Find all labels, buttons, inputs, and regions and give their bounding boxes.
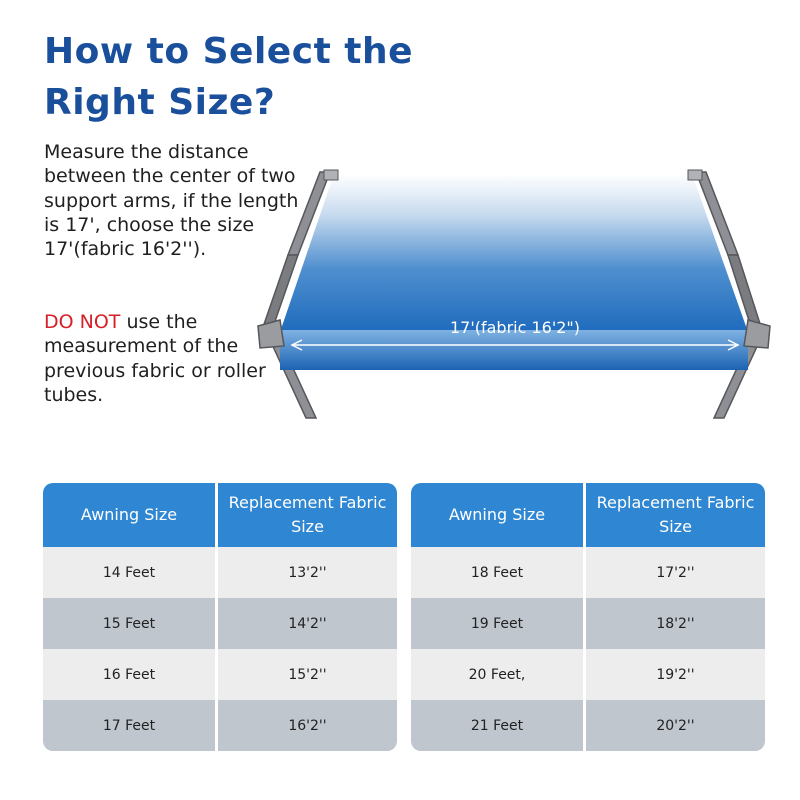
- awning-fabric: [280, 174, 748, 332]
- fabric-size-cell: 18'2'': [583, 598, 765, 649]
- fabric-size-cell: 17'2'': [583, 547, 765, 598]
- awning-size-cell: 21 Feet: [411, 700, 583, 751]
- fabric-size-cell: 13'2'': [215, 547, 397, 598]
- right-end-cap: [744, 320, 770, 348]
- size-table-right: [411, 483, 765, 751]
- measurement-instructions: Measure the distance between the center of two support arms, if the length is 17', choose the size 17'(fabric 16'2'').: [44, 141, 299, 261]
- fabric-size-cell: 20'2'': [583, 700, 765, 751]
- fabric-size-cell: 16'2'': [215, 700, 397, 751]
- page-title: How to Select the Right Size?: [44, 31, 414, 123]
- fabric-size-cell: 14'2'': [215, 598, 397, 649]
- warning-note: [44, 310, 284, 407]
- awning-size-cell: 16 Feet: [43, 649, 215, 700]
- awning-size-cell: 20 Feet,: [411, 649, 583, 700]
- awning-size-cell: 19 Feet: [411, 598, 583, 649]
- warning-text: use the measurement of the previous fabric or roller tubes.: [44, 311, 266, 406]
- header-fabric-size: Replacement Fabric Size: [583, 483, 765, 547]
- measurement-label: 17'(fabric 16'2"): [449, 318, 581, 337]
- warning-emphasis: DO NOT: [44, 311, 121, 333]
- awning-diagram: [250, 160, 790, 430]
- header-awning-size: Awning Size: [411, 483, 583, 547]
- left-top-bracket: [324, 170, 338, 180]
- fabric-size-cell: 19'2'': [583, 649, 765, 700]
- fabric-size-cell: 15'2'': [215, 649, 397, 700]
- awning-size-cell: 17 Feet: [43, 700, 215, 751]
- awning-size-cell: 14 Feet: [43, 547, 215, 598]
- left-end-cap: [258, 320, 284, 348]
- awning-size-cell: 15 Feet: [43, 598, 215, 649]
- right-top-bracket: [688, 170, 702, 180]
- header-fabric-size: Replacement Fabric Size: [215, 483, 397, 547]
- size-table-left: [43, 483, 397, 751]
- awning-size-cell: 18 Feet: [411, 547, 583, 598]
- header-awning-size: Awning Size: [43, 483, 215, 547]
